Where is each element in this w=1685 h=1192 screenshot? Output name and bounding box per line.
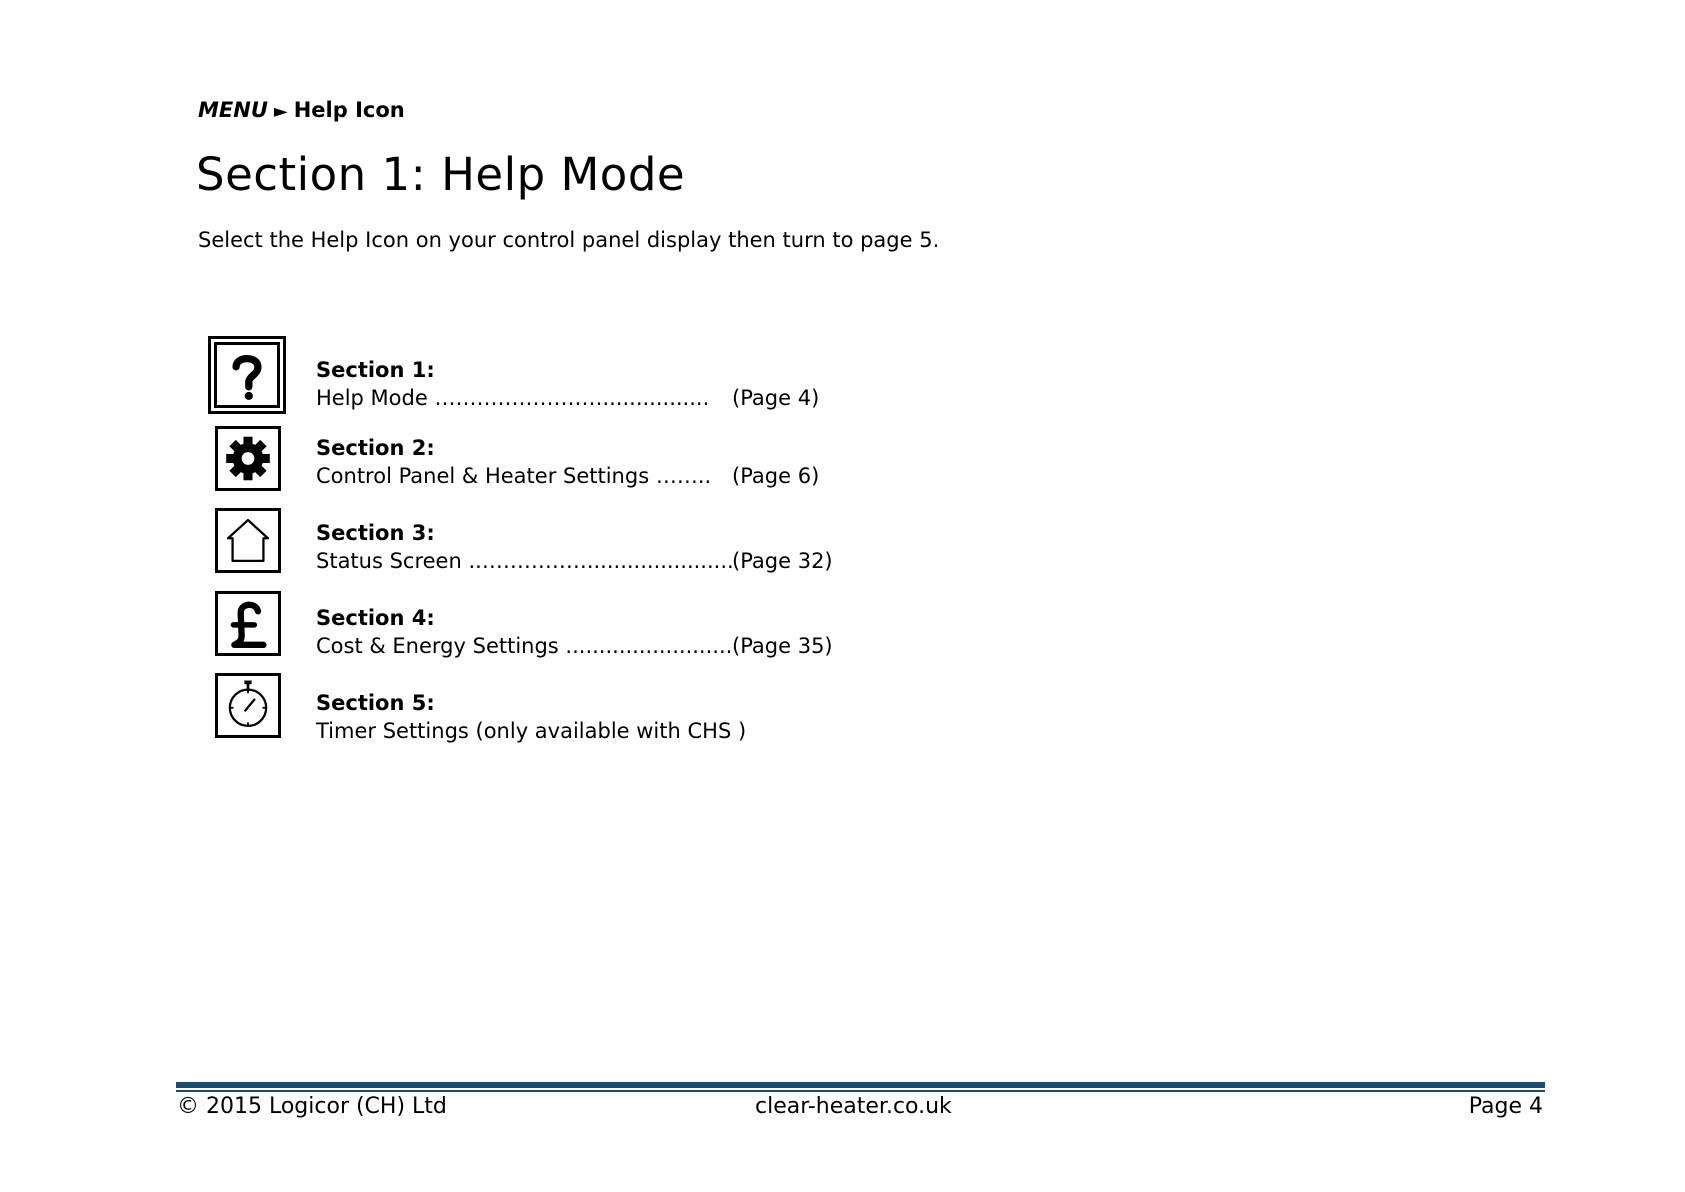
stopwatch-icon bbox=[215, 673, 281, 738]
gear-icon bbox=[215, 426, 281, 491]
breadcrumb bbox=[198, 98, 405, 122]
toc-page-ref: (Page 4) bbox=[732, 386, 820, 410]
footer-copyright: © 2015 Logicor (CH) Ltd bbox=[177, 1094, 447, 1119]
intro-text: Select the Help Icon on your control panel display then turn to page 5. bbox=[198, 228, 940, 252]
footer-website: clear-heater.co.uk bbox=[755, 1094, 952, 1119]
house-icon bbox=[215, 508, 281, 573]
toc-label: Control Panel & Heater Settings …….. bbox=[316, 464, 712, 488]
toc-entry-section-5 bbox=[316, 689, 746, 745]
footer-divider bbox=[176, 1082, 1545, 1088]
pound-icon bbox=[215, 591, 281, 656]
toc-heading: Section 4: bbox=[316, 606, 435, 630]
toc-entry-section-4 bbox=[316, 604, 833, 660]
toc-heading: Section 1: bbox=[316, 358, 435, 382]
breadcrumb-separator-icon: ► bbox=[273, 101, 288, 122]
toc-label: Status Screen ..……………...................... bbox=[316, 549, 734, 573]
toc-page-ref: (Page 35) bbox=[732, 634, 833, 658]
toc-entry-section-2 bbox=[316, 434, 820, 490]
toc-page-ref: (Page 6) bbox=[732, 464, 820, 488]
breadcrumb-current: Help Icon bbox=[293, 98, 405, 122]
toc-heading: Section 5: bbox=[316, 691, 435, 715]
toc-entry-section-1 bbox=[316, 356, 820, 412]
toc-heading: Section 3: bbox=[316, 521, 435, 545]
toc-label: Timer Settings (only available with CHS ) bbox=[316, 719, 747, 743]
footer-divider-thin bbox=[176, 1090, 1545, 1092]
question-mark-icon bbox=[214, 342, 280, 408]
toc-page-ref: (Page 32) bbox=[732, 549, 833, 573]
footer-page-number: Page 4 bbox=[1468, 1094, 1543, 1119]
toc-label: Cost & Energy Settings ......................... bbox=[316, 634, 733, 658]
toc-heading: Section 2: bbox=[316, 436, 435, 460]
toc-label: Help Mode ……………………................ bbox=[316, 386, 710, 410]
page-title: Section 1: Help Mode bbox=[196, 148, 686, 201]
breadcrumb-menu: MENU bbox=[198, 98, 268, 122]
toc-entry-section-3 bbox=[316, 519, 833, 575]
